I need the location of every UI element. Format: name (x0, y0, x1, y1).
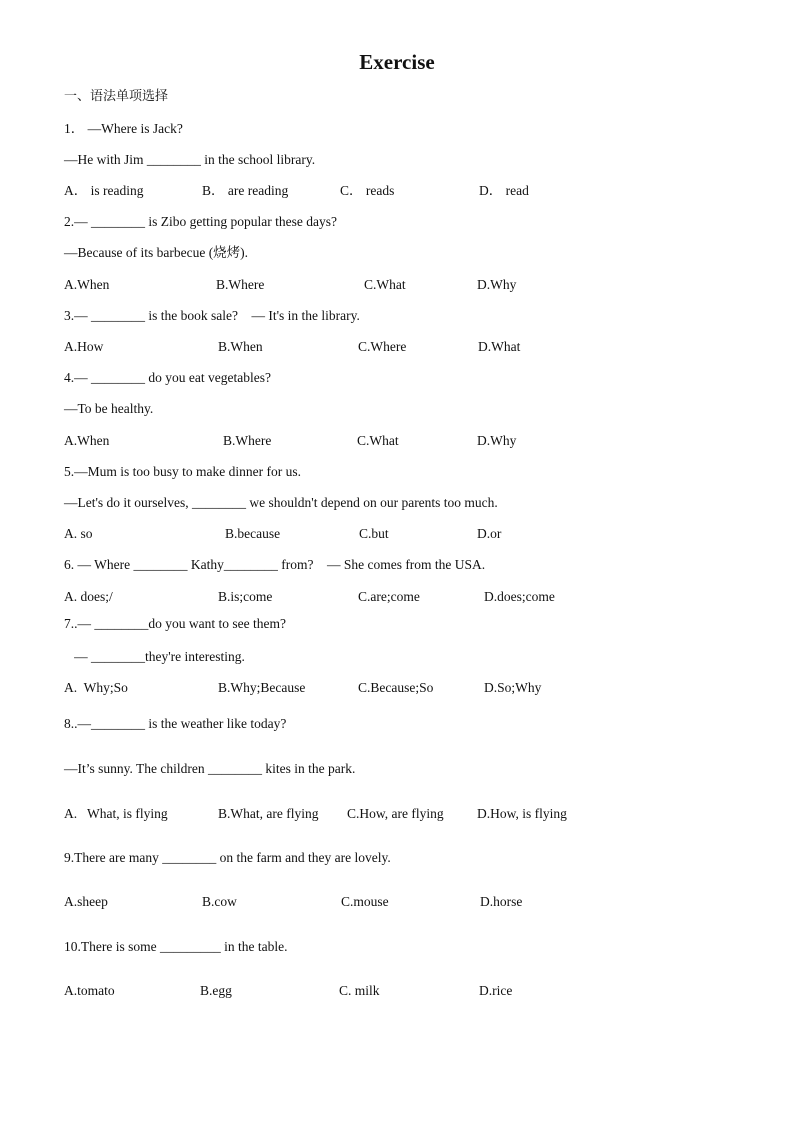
question-9-option-b[interactable]: B.cow (202, 894, 237, 909)
question-7-option-d[interactable]: D.So;Why (484, 680, 542, 695)
question-9-option-d[interactable]: D.horse (480, 894, 523, 909)
question-2-option-b[interactable]: B.Where (216, 277, 265, 292)
question-2-response: —Because of its barbecue (烧烤). (64, 245, 249, 260)
question-6-option-b[interactable]: B.is;come (218, 589, 273, 604)
question-1-prompt: 1． —Where is Jack? (64, 121, 183, 136)
question-5-option-d[interactable]: D.or (477, 526, 502, 541)
question-3-option-d[interactable]: D.What (478, 339, 521, 354)
question-9-option-a[interactable]: A.sheep (64, 894, 108, 909)
question-10-option-a[interactable]: A.tomato (64, 983, 115, 998)
question-7-option-c[interactable]: C.Because;So (358, 680, 434, 695)
question-6-option-d[interactable]: D.does;come (484, 589, 555, 604)
question-8-response: —It’s sunny. The children ________ kites in the park. (64, 761, 356, 776)
question-5-prompt: 5.—Mum is too busy to make dinner for us. (64, 464, 301, 479)
question-6-prompt: 6. — Where ________ Kathy________ from? — She comes from the USA. (64, 557, 486, 572)
question-10-options (64, 982, 764, 1072)
question-5-option-a[interactable]: A. so (64, 526, 93, 541)
section-heading: 一、语法单项选择 (64, 89, 169, 104)
question-9-option-c[interactable]: C.mouse (341, 894, 389, 909)
question-2-prompt: 2.— ________ is Zibo getting popular these days? (64, 214, 337, 229)
question-5-option-b[interactable]: B.because (225, 526, 281, 541)
question-4-option-d[interactable]: D.Why (477, 433, 517, 448)
question-10-option-c[interactable]: C. milk (339, 983, 380, 998)
question-7-option-b[interactable]: B.Why;Because (218, 680, 306, 695)
page-title: Exercise (359, 50, 435, 74)
question-3-option-b[interactable]: B.When (218, 339, 263, 354)
question-2-option-d[interactable]: D.Why (477, 277, 517, 292)
question-1-option-a[interactable]: A． is reading (64, 183, 144, 198)
question-6-option-c[interactable]: C.are;come (358, 589, 420, 604)
question-1-option-d[interactable]: D． read (479, 183, 529, 198)
question-8-option-a[interactable]: A. What, is flying (64, 806, 168, 821)
question-7-option-a[interactable]: A. Why;So (64, 680, 128, 695)
question-3-option-a[interactable]: A.How (64, 339, 104, 354)
question-4-option-a[interactable]: A.When (64, 433, 110, 448)
question-8-option-d[interactable]: D.How, is flying (477, 806, 567, 821)
question-1-option-b[interactable]: B． are reading (202, 183, 289, 198)
question-10-prompt: 10.There is some _________ in the table. (64, 939, 288, 954)
question-2-option-a[interactable]: A.When (64, 277, 110, 292)
question-5-option-c[interactable]: C.but (359, 526, 389, 541)
question-5-response: —Let's do it ourselves, ________ we shouldn't depend on our parents too much. (64, 495, 498, 510)
question-9-prompt: 9.There are many ________ on the farm and they are lovely. (64, 850, 391, 865)
question-4-prompt: 4.— ________ do you eat vegetables? (64, 370, 271, 385)
question-1-response: —He with Jim ________ in the school library. (64, 152, 316, 167)
question-8-prompt: 8..—________ is the weather like today? (64, 716, 287, 731)
question-3-prompt: 3.— ________ is the book sale? — It's in the library. (64, 308, 360, 323)
question-8-option-c[interactable]: C.How, are flying (347, 806, 444, 821)
question-2-option-c[interactable]: C.What (364, 277, 406, 292)
question-10-option-b[interactable]: B.egg (200, 983, 232, 998)
question-8-option-b[interactable]: B.What, are flying (218, 806, 319, 821)
question-7-prompt: 7..— ________do you want to see them? (64, 616, 286, 631)
question-10-option-d[interactable]: D.rice (479, 983, 513, 998)
question-3-option-c[interactable]: C.Where (358, 339, 407, 354)
question-4-response: —To be healthy. (64, 401, 154, 416)
question-7-response: — ________they're interesting. (64, 649, 245, 664)
question-4-option-c[interactable]: C.What (357, 433, 399, 448)
question-1-option-c[interactable]: C． reads (340, 183, 395, 198)
question-6-option-a[interactable]: A. does;/ (64, 589, 113, 604)
question-4-option-b[interactable]: B.Where (223, 433, 272, 448)
